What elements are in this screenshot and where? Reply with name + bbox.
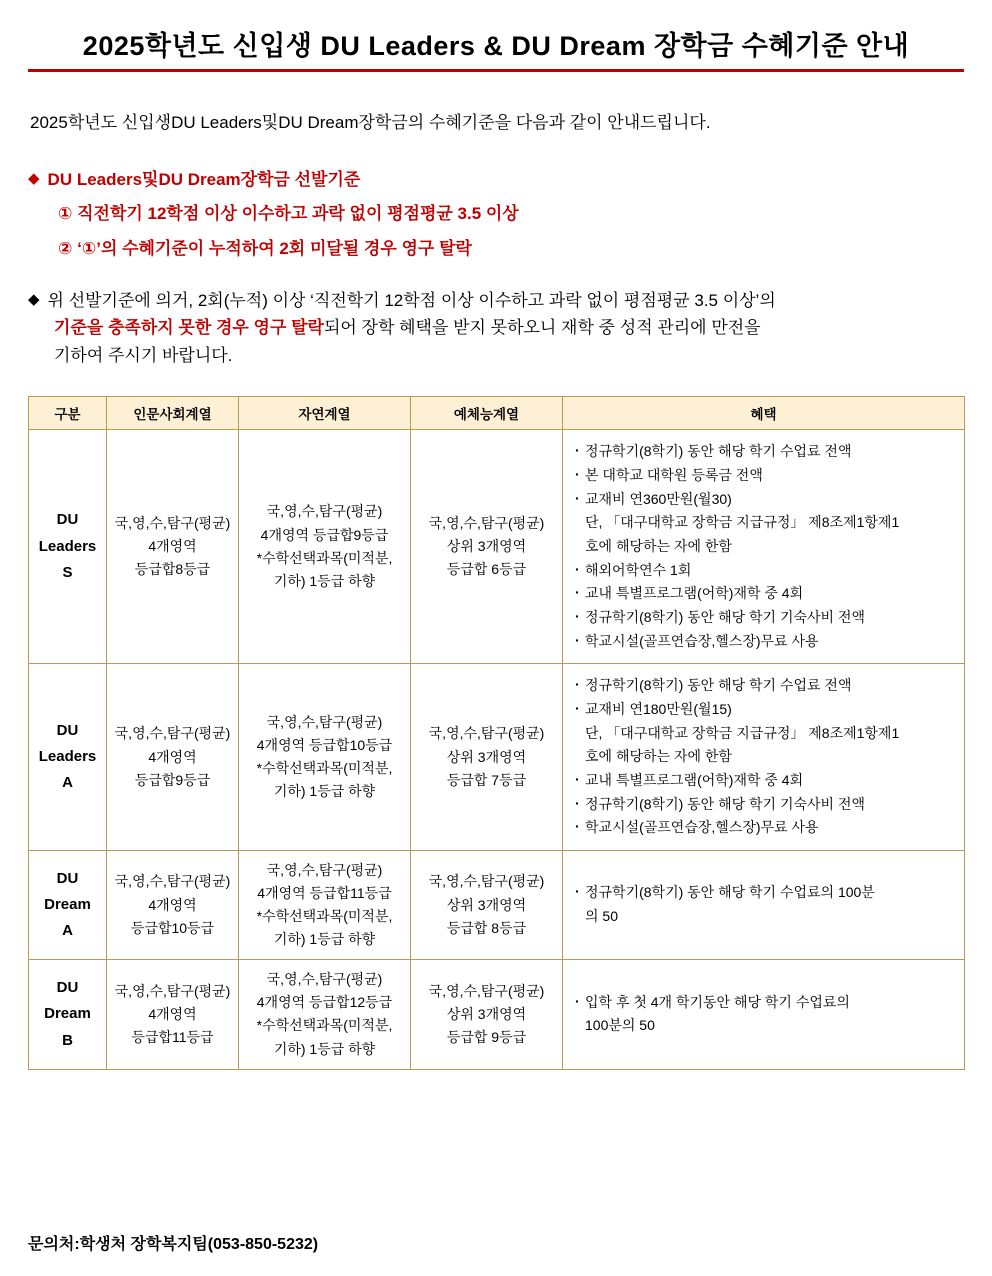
- criteria-line: 4개영역: [148, 538, 197, 555]
- cell-science: [239, 664, 411, 851]
- criteria-line: 국,영,수,탐구(평균): [266, 503, 383, 520]
- scholarship-criteria-table: [28, 396, 965, 1070]
- benefit-item: · 교내 특별프로그램(어학)재학 중 4회: [575, 769, 954, 792]
- criteria-line: *수학선택과목(미적분,: [256, 549, 393, 566]
- criteria-line: 4개영역: [148, 896, 197, 913]
- title-block: [28, 24, 964, 72]
- group-line: Dream: [44, 1005, 91, 1023]
- cell-humanities: [107, 664, 239, 851]
- criteria-line: 기하) 1등급 하향: [273, 1040, 376, 1057]
- criteria-line: 4개영역 등급합9등급: [260, 526, 389, 543]
- benefit-list: [575, 991, 954, 1037]
- criteria-line: 국,영,수,탐구(평균): [266, 713, 383, 730]
- cell-benefits: [563, 960, 965, 1069]
- criteria-line: 등급합 8등급: [446, 919, 527, 936]
- benefit-item: · 정규학기(8학기) 동안 해당 학기 수업료 전액: [575, 440, 954, 463]
- criteria-line: 4개영역: [148, 748, 197, 765]
- criteria-line: 국,영,수,탐구(평균): [428, 515, 545, 532]
- section2-line-1: [48, 288, 776, 314]
- group-line: B: [62, 1031, 73, 1049]
- criteria-line: 국,영,수,탐구(평균): [114, 725, 231, 742]
- group-line: DU: [56, 721, 79, 739]
- th-group: 구분: [29, 397, 107, 430]
- criteria-line: 4개영역 등급합10등급: [256, 736, 393, 753]
- benefit-item: · 학교시설(골프연습장,헬스장)무료 사용: [575, 816, 954, 839]
- benefit-item-cont: 호에 해당하는 자에 한함: [585, 537, 732, 554]
- section-selection-criteria: [28, 167, 964, 262]
- section1-item-1: ① 직전학기 12학점 이상 이수하고 과락 없이 평점평균 3.5 이상: [58, 204, 519, 224]
- criteria-line: 기하) 1등급 하향: [273, 572, 376, 589]
- section2-line-3: [54, 342, 964, 370]
- criteria-line: *수학선택과목(미적분,: [256, 760, 393, 777]
- cell-arts: [411, 960, 563, 1069]
- cell-science: [239, 960, 411, 1069]
- section2-emphasis-1: 2회(누적) 이상 ‘직전학기 12학점 이상 이수하고 과락 없이 평점평균 3.5 이상’의: [197, 290, 776, 310]
- criteria-line: 상위 3개영역: [446, 896, 527, 913]
- row-group-label: [29, 850, 107, 959]
- benefit-item: · 교재비 연360만원(월30): [575, 488, 954, 511]
- benefit-item: · 교재비 연180만원(월15): [575, 698, 954, 721]
- criteria-line: 등급합11등급: [131, 1029, 214, 1046]
- cell-humanities: [107, 850, 239, 959]
- benefit-item-cont: 의 50: [585, 908, 618, 925]
- benefit-item: · 입학 후 첫 4개 학기동안 해당 학기 수업료의: [575, 991, 954, 1014]
- section1-heading-row: [28, 167, 964, 193]
- section2-tail-2: 기하여 주시기 바랍니다.: [54, 346, 233, 366]
- criteria-line: 4개영역 등급합12등급: [256, 994, 393, 1011]
- contact-footer: 문의처:학생처 장학복지팀(053-850-5232): [28, 1236, 319, 1253]
- cell-benefits: [563, 430, 965, 664]
- intro-paragraph: 2025학년도 신입생DU Leaders및DU Dream장학금의 수혜기준을 다음과 같이 안내드립니다.: [30, 113, 711, 132]
- th-benefit: 혜택: [563, 397, 965, 430]
- criteria-line: 국,영,수,탐구(평균): [114, 515, 231, 532]
- criteria-line: 기하) 1등급 하향: [273, 931, 376, 948]
- benefit-item-cont: 호에 해당하는 자에 한함: [585, 748, 732, 765]
- diamond-bullet-icon-2: ◆: [28, 290, 40, 308]
- group-line: Dream: [44, 895, 91, 913]
- criteria-line: 등급합9등급: [134, 771, 211, 788]
- section2-line-2: [54, 314, 964, 342]
- cell-arts: [411, 664, 563, 851]
- table-row: [29, 850, 965, 959]
- cell-arts: [411, 850, 563, 959]
- criteria-line: 등급합 9등급: [446, 1029, 527, 1046]
- table-row: [29, 664, 965, 851]
- benefit-item-cont: 단, 「대구대학교 장학금 지급규정」 제8조제1항제1: [585, 514, 900, 531]
- section2-tail-1: 되어 장학 혜택을 받지 못하오니 재학 중 성적 관리에 만전을: [323, 318, 761, 338]
- th-humanities: 인문사회계열: [107, 397, 239, 430]
- section2-lead: 위 선발기준에 의거,: [47, 290, 198, 310]
- benefit-item: · 교내 특별프로그램(어학)재학 중 4회: [575, 582, 954, 605]
- criteria-line: 국,영,수,탐구(평균): [428, 982, 545, 999]
- cell-science: [239, 850, 411, 959]
- table-row: [29, 430, 965, 664]
- benefit-item: · 정규학기(8학기) 동안 해당 학기 기숙사비 전액: [575, 793, 954, 816]
- benefit-item-cont: 100분의 50: [585, 1017, 655, 1034]
- row-group-label: [29, 430, 107, 664]
- benefit-list: [575, 674, 954, 839]
- benefit-item-cont: 단, 「대구대학교 장학금 지급규정」 제8조제1항제1: [585, 724, 900, 741]
- criteria-line: 국,영,수,탐구(평균): [428, 725, 545, 742]
- criteria-line: 등급합10등급: [130, 919, 215, 936]
- group-line: A: [62, 774, 73, 792]
- cell-benefits: [563, 850, 965, 959]
- group-line: DU: [56, 511, 79, 529]
- benefit-item: · 본 대학교 대학원 등록금 전액: [575, 464, 954, 487]
- criteria-line: *수학선택과목(미적분,: [256, 908, 393, 925]
- criteria-line: 국,영,수,탐구(평균): [114, 873, 231, 890]
- benefit-item: · 해외어학연수 1회: [575, 559, 954, 582]
- criteria-line: *수학선택과목(미적분,: [256, 1017, 393, 1034]
- section2-first-row: [28, 288, 964, 314]
- section-warning: [28, 288, 964, 370]
- row-group-label: [29, 960, 107, 1069]
- group-line: S: [62, 563, 73, 581]
- th-arts: 예체능계열: [411, 397, 563, 430]
- section1-item-2: ② ‘①’의 수혜기준이 누적하여 2회 미달될 경우 영구 탈락: [58, 238, 472, 258]
- benefit-item: · 정규학기(8학기) 동안 해당 학기 수업료 전액: [575, 674, 954, 697]
- benefit-item: · 학교시설(골프연습장,헬스장)무료 사용: [575, 630, 954, 653]
- cell-benefits: [563, 664, 965, 851]
- group-line: DU: [56, 979, 79, 997]
- group-line: A: [62, 922, 73, 940]
- page-title: 2025학년도 신입생 DU Leaders & DU Dream 장학금 수혜기준 안내: [82, 31, 910, 61]
- cell-arts: [411, 430, 563, 664]
- criteria-line: 등급합 6등급: [446, 561, 527, 578]
- section1-heading: DU Leaders및DU Dream장학금 선발기준: [47, 170, 361, 189]
- criteria-line: 등급합8등급: [134, 561, 211, 578]
- criteria-line: 4개영역: [148, 1005, 197, 1022]
- table-row: [29, 960, 965, 1069]
- row-group-label: [29, 664, 107, 851]
- criteria-line: 국,영,수,탐구(평균): [266, 861, 383, 878]
- criteria-line: 기하) 1등급 하향: [273, 783, 376, 800]
- cell-humanities: [107, 430, 239, 664]
- criteria-line: 국,영,수,탐구(평균): [114, 982, 231, 999]
- cell-humanities: [107, 960, 239, 1069]
- criteria-line: 국,영,수,탐구(평균): [266, 971, 383, 988]
- criteria-line: 4개영역 등급합11등급: [257, 885, 392, 901]
- cell-science: [239, 430, 411, 664]
- benefit-list: [575, 881, 954, 927]
- criteria-line: 국,영,수,탐구(평균): [428, 873, 545, 890]
- benefit-list: [575, 440, 954, 652]
- diamond-bullet-icon: ◆: [28, 170, 40, 187]
- criteria-line: 상위 3개영역: [446, 748, 527, 765]
- th-science: 자연계열: [239, 397, 411, 430]
- criteria-line: 상위 3개영역: [446, 1005, 527, 1022]
- benefit-item: · 정규학기(8학기) 동안 해당 학기 수업료의 100분: [575, 881, 954, 904]
- criteria-line: 상위 3개영역: [446, 538, 527, 555]
- group-line: Leaders: [38, 537, 97, 555]
- section2-emphasis-2: 기준을 충족하지 못한 경우 영구 탈락: [54, 318, 324, 338]
- benefit-item: · 정규학기(8학기) 동안 해당 학기 기숙사비 전액: [575, 606, 954, 629]
- group-line: Leaders: [38, 747, 97, 765]
- table-header-row: [29, 397, 965, 430]
- criteria-line: 등급합 7등급: [446, 771, 527, 788]
- group-line: DU: [56, 869, 79, 887]
